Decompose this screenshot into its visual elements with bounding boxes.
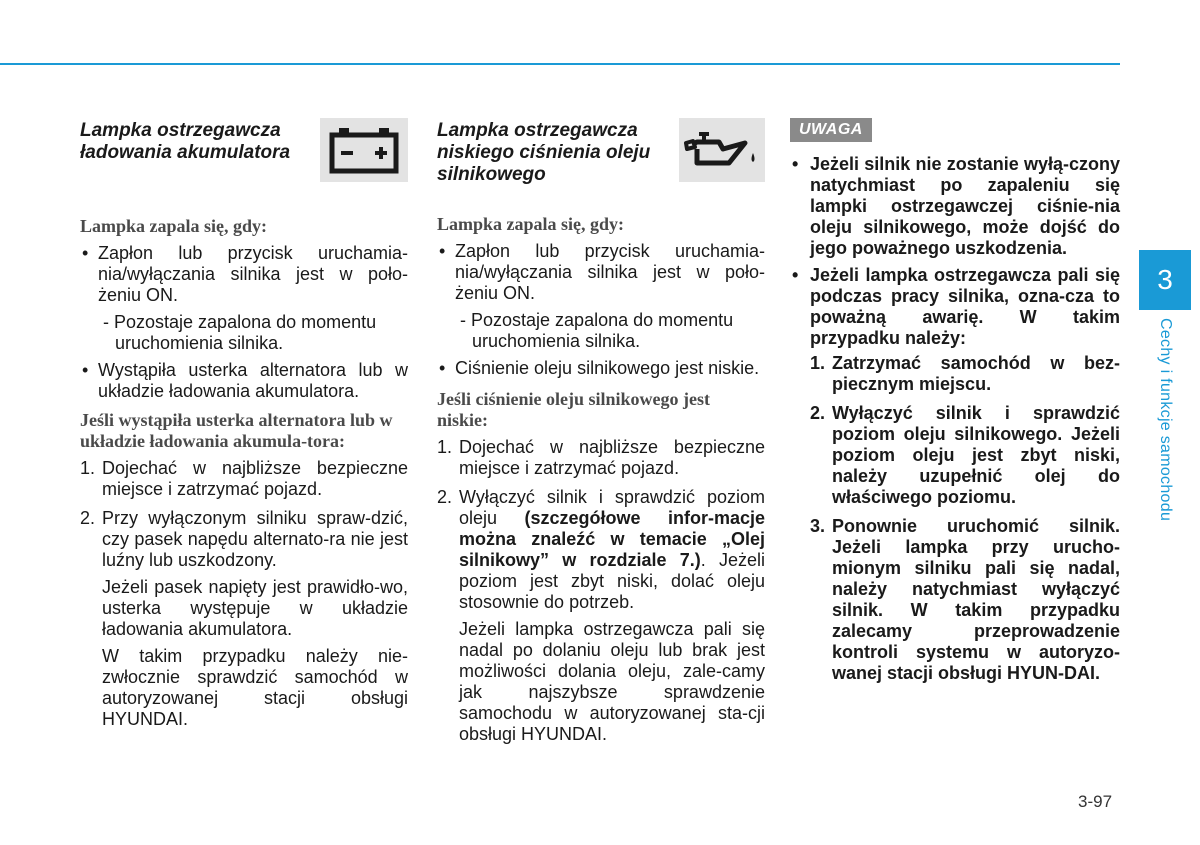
section-header bbox=[437, 118, 765, 186]
paragraph: Jeżeli lampka ostrzegawcza pali się nadal po dolaniu oleju lub brak jest możliwości dolania oleju, zale-camy jak najszybsze sprawdzenie samochodu w autoryzowanej sta-cji obsługi HYUNDAI. bbox=[459, 619, 765, 744]
oil-pressure-warning-section bbox=[437, 118, 765, 753]
list-item: • Zapłon lub przycisk uruchamia-nia/wyłączania silnika jest w poło-żeniu ON. bbox=[80, 243, 408, 306]
fault-heading: Jeśli wystąpiła usterka alternatora lub w układzie ładowania akumula-tora: bbox=[80, 410, 393, 451]
header-rule bbox=[0, 63, 1120, 65]
paragraph: W takim przypadku należy nie-zwłocznie sprawdzić samochód w autoryzowanej stacji obsługi HYUNDAI. bbox=[102, 646, 408, 729]
condition-list bbox=[437, 241, 765, 304]
list-item: 2. Wyłączyć silnik i sprawdzić poziom oleju silnikowego. Jeżeli poziom oleju jest zbyt niski, należy uzupełnić olej do właściwego poziomu. bbox=[810, 403, 1120, 507]
chapter-title: Cechy i funkcje samochodu bbox=[1157, 318, 1174, 522]
section-title: Lampka ostrzegawcza ładowania akumulatora bbox=[80, 120, 291, 163]
list-item: • Jeżeli silnik nie zostanie wyłą-czony natychmiast po zapaleniu się lampki ostrzegawczej ciśnie-nia oleju silnikowego, może dojść do jego poważnego uszkodzenia. bbox=[790, 154, 1120, 259]
steps-list bbox=[80, 458, 408, 730]
sub-item: - Pozostaje zapalona do momentu uruchomienia silnika. bbox=[103, 312, 377, 353]
battery-icon bbox=[320, 118, 408, 182]
condition-list bbox=[80, 360, 408, 402]
section-header bbox=[80, 118, 408, 182]
list-item: • Jeżeli lampka ostrzegawcza pali się podczas pracy silnika, ozna-cza to poważną awarię. W takim przypadku należy: 1. Zatrzymać samochód w bez-piecznym miejscu. 2. Wyłączyć silnik i sprawdzić poziom oleju silnikowego. Jeżeli poziom oleju jest zbyt niski, należy uzupełnić olej do właściwego poziomu. 3. Ponownie uruchomić silnik. Jeżeli lampka przy urucho-mionym silniku pali się nadal, należy natychmiast wyłączyć silnik. W takim przypadku zalecamy przeprowadzenie kontroli systemu w autoryzo-wanej stacji obsługi HYUN-DAI. bbox=[790, 265, 1120, 684]
condition-list bbox=[437, 358, 765, 379]
when-heading: Lampka zapala się, gdy: bbox=[437, 214, 625, 234]
list-item: • Wystąpiła usterka alternatora lub w układzie ładowania akumulatora. bbox=[80, 360, 408, 402]
page-number: 3-97 bbox=[1078, 792, 1113, 811]
battery-warning-section bbox=[80, 118, 408, 738]
caution-body bbox=[790, 154, 1120, 684]
list-item: • Zapłon lub przycisk uruchamia-nia/wyłączania silnika jest w poło-żeniu ON. bbox=[437, 241, 765, 304]
condition-list bbox=[80, 243, 408, 306]
section-title: Lampka ostrzegawcza niskiego ciśnienia oleju silnikowego bbox=[437, 120, 651, 185]
caution-badge: UWAGA bbox=[790, 118, 872, 142]
chapter-tab[interactable]: 3 bbox=[1139, 250, 1191, 310]
list-item: 1. Dojechać w najbliższe bezpieczne miejsce i zatrzymać pojazd. bbox=[437, 437, 765, 478]
list-item: 1. Zatrzymać samochód w bez-piecznym miejscu. bbox=[810, 353, 1120, 394]
fault-heading: Jeśli ciśnienie oleju silnikowego jest niskie: bbox=[437, 389, 710, 430]
caution-section bbox=[790, 118, 1120, 692]
sub-item: - Pozostaje zapalona do momentu uruchomienia silnika. bbox=[460, 310, 734, 351]
list-item: 3. Ponownie uruchomić silnik. Jeżeli lampka przy urucho-mionym silniku pali się nadal, należy natychmiast wyłączyć silnik. W takim przypadku zalecamy przeprowadzenie kontroli systemu w autoryzo-wanej stacji obsługi HYUN-DAI. bbox=[810, 516, 1120, 683]
caution-list bbox=[790, 154, 1120, 684]
oil-can-icon bbox=[679, 118, 765, 182]
paragraph: Jeżeli pasek napięty jest prawidło-wo, usterka występuje w układzie ładowania akumulatora. bbox=[102, 577, 408, 639]
when-heading: Lampka zapala się, gdy: bbox=[80, 216, 268, 236]
list-item: 2. Przy wyłączonym silniku spraw-dzić, czy pasek napędu alternato-ra nie jest luźny lub uszkodzony. Jeżeli pasek napięty jest prawidło-wo, usterka występuje w układzie ładowania akumulatora. W takim przypadku należy nie-zwłocznie sprawdzić samochód w autoryzowanej stacji obsługi HYUNDAI. bbox=[80, 508, 408, 729]
list-item: 1. Dojechać w najbliższe bezpieczne miejsce i zatrzymać pojazd. bbox=[80, 458, 408, 499]
list-item: • Ciśnienie oleju silnikowego jest niskie. bbox=[437, 358, 765, 379]
list-item: 2. Wyłączyć silnik i sprawdzić poziom oleju (szczegółowe infor-macje można znaleźć w temacie „Olej silnikowy” w rozdziale 7.). Jeżeli poziom jest zbyt niski, dolać oleju stosownie do potrzeb. Jeżeli lampka ostrzegawcza pali się nadal po dolaniu oleju lub brak jest możliwości dolania oleju, zale-camy jak najszybsze sprawdzenie samochodu w autoryzowanej sta-cji obsługi HYUNDAI. bbox=[437, 487, 765, 744]
steps-list bbox=[437, 437, 765, 745]
caution-steps bbox=[810, 353, 1120, 684]
